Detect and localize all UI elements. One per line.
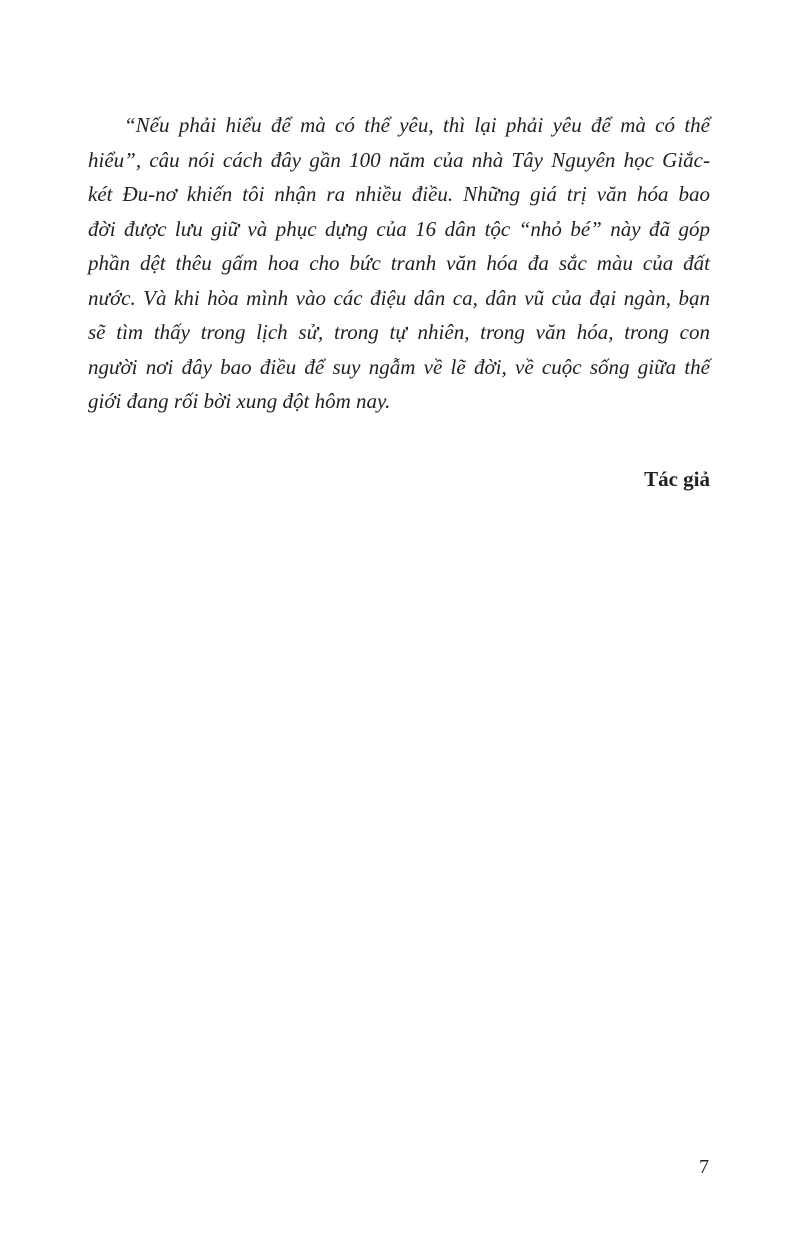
paragraph-line: đời được lưu giữ và phục dựng của 16 dân tộc “nhỏ bé” này đã góp [88,216,710,241]
paragraph-line: hiểu”, câu nói cách đây gần 100 năm của nhà Tây Nguyên học Giắc- [88,147,710,172]
paragraph-line: giới đang rối bời xung đột hôm nay. [88,389,391,413]
paragraph-line: người nơi đây bao điều để suy ngẫm về lẽ đời, về cuộc sống giữa thế [88,354,710,379]
paragraph-line: nước. Và khi hòa mình vào các điệu dân ca, dân vũ của đại ngàn, bạn [88,285,710,310]
paragraph-line: sẽ tìm thấy trong lịch sử, trong tự nhiên, trong văn hóa, trong con [88,320,710,344]
paragraph-line: két Đu-nơ khiến tôi nhận ra nhiều điều. Những giá trị văn hóa bao [88,182,710,206]
paragraph-line: “Nếu phải hiểu để mà có thể yêu, thì lại phải yêu để mà có thể [124,113,710,137]
page-number: 7 [699,1156,709,1178]
paragraph-line: phần dệt thêu gấm hoa cho bức tranh văn hóa đa sắc màu của đất [88,251,710,275]
body-paragraph [88,108,710,419]
author-signature: Tác giả [644,467,710,491]
